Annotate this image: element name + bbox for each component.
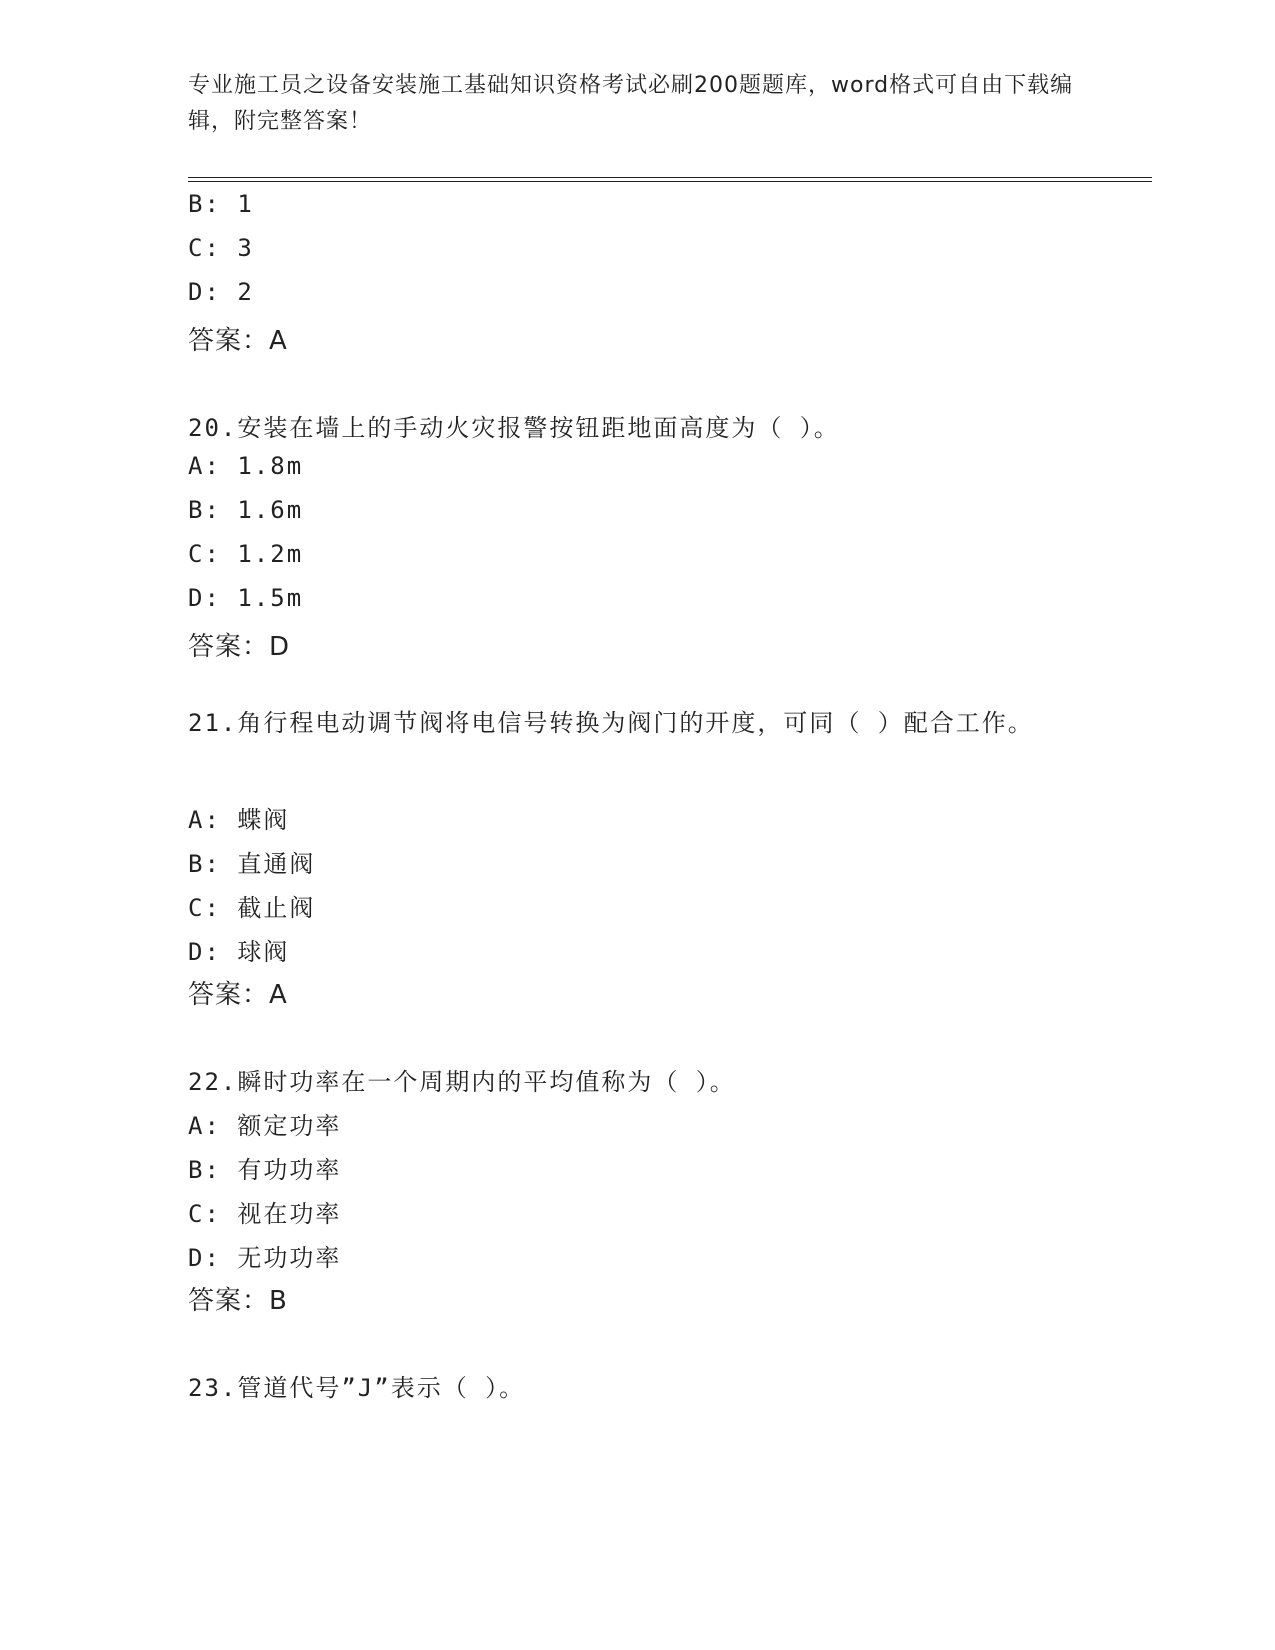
option-d: D: 1.5m (188, 584, 304, 612)
document-header (188, 68, 1088, 140)
question-stem: 20.安装在墙上的手动火灾报警按钮距地面高度为（ ）。 (188, 414, 840, 442)
answer-line: 答案：A (188, 980, 288, 1010)
option-c: C: 3 (188, 234, 254, 262)
option-c: C: 视在功率 (188, 1200, 342, 1228)
option-c: C: 1.2m (188, 540, 304, 568)
option-a: A: 额定功率 (188, 1112, 342, 1140)
option-d: D: 无功功率 (188, 1244, 342, 1272)
option-a: A: 蝶阀 (188, 806, 290, 834)
header-divider (188, 177, 1152, 182)
option-c: C: 截止阀 (188, 894, 316, 922)
question-stem: 21.角行程电动调节阀将电信号转换为阀门的开度，可同（ ）配合工作。 (188, 709, 1034, 737)
option-b: B: 1 (188, 190, 254, 218)
option-d: D: 2 (188, 278, 254, 306)
option-b: B: 直通阀 (188, 850, 316, 878)
answer-line: 答案：B (188, 1286, 288, 1316)
document-title: 专业施工员之设备安装施工基础知识资格考试必刷200题题库，word格式可自由下载编辑，附完整答案！ (188, 73, 1074, 134)
option-d: D: 球阀 (188, 938, 290, 966)
question-stem: 23.管道代号”J”表示（ ）。 (188, 1374, 526, 1402)
question-stem: 22.瞬时功率在一个周期内的平均值称为（ ）。 (188, 1068, 736, 1096)
option-b: B: 有功功率 (188, 1156, 342, 1184)
answer-line: 答案：D (188, 632, 291, 662)
option-a: A: 1.8m (188, 452, 304, 480)
option-b: B: 1.6m (188, 496, 304, 524)
answer-line: 答案：A (188, 326, 288, 356)
